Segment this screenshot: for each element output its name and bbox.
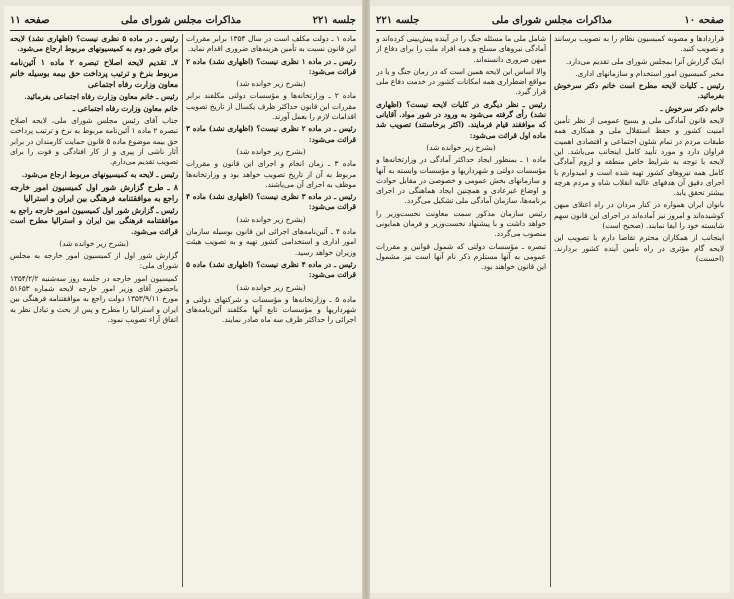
right-header-rule	[376, 30, 724, 31]
left-page-number: صفحه ۱۱	[10, 14, 50, 26]
body-paragraph: ماده ۵ ـ وزارتخانه‌ها و مؤسسات و شرکتهای دولتی و شهرداریها و مؤسسات تابع آنها مکلفند آئین‌نامه‌های اجرائی را حداکثر ظرف سه ماه صادر نمایند.	[186, 294, 356, 325]
reading-note: (بشرح زیر خوانده شد)	[59, 238, 129, 248]
body-paragraph: ماده ۱ ـ بمنظور ایجاد حداکثر آمادگی در وزارتخانه‌ها و مؤسسات دولتی و شهرداریها و مؤسسات وابسته به آنها و سازمانهای بخش عمومی و خصوصی در مقابل حوادث و اوضاع غیرعادی و همچنین ایجاد هماهنگی در اجرای برنامه‌ها، سازمان آمادگی ملی تشکیل می‌گردد.	[376, 155, 546, 206]
body-paragraph: کمیسیون امور خارجه در جلسه روز سه‌شنبه ۱۳۵۴/۲/۲ باحضور آقای وزیر امور خارجه لایحه شماره ۵۱۶۵۳ مورخ ۱۳۵۳/۹/۱۱ دولت راجع به موافقتنامه فرهنگی بین ایران و استرالیا را مطرح و پس از بحث و تبادل نظر به اتفاق آراء تصویب نمود.	[10, 273, 178, 324]
right-session-label: جلسه ۲۲۱	[376, 14, 420, 26]
left-page-header	[10, 12, 356, 28]
right-column-divider	[550, 34, 551, 587]
speaker-paragraph: رئیس ـ نظر دیگری در کلیات لایحه نیست؟ (اظهاری نشد) رأی گرفته می‌شود به ورود در شور مواد. آقایانی که موافقند قیام فرمایند. (اکثر برخاستند) تصویب شد ماده اول قرائت می‌شود:	[376, 99, 546, 140]
speaker-paragraph: رئیس ـ در ماده ۴ نظری نیست؟ (اظهاری نشد) ماده ۵ قرائت می‌شود:	[186, 259, 356, 280]
body-paragraph: شامل ملی ما مسئله جنگ را در آینده پیش‌بینی کرده‌اند و آمادگی نیروهای مسلح و همه افراد ملت را برای دفاع از میهن ضروری دانسته‌اند.	[376, 34, 546, 64]
speaker-paragraph: رئیس ـ گزارش شور اول کمیسیون امور خارجه راجع به موافقتنامه فرهنگی بین ایران و استرالیا مطرح است قرائت می‌شود.	[10, 205, 178, 236]
speaker-paragraph: رئیس ـ در ماده ۵ نظری نیست؟ (اظهاری نشد) لایحه برای شور دوم به کمیسیونهای مربوط ارجاع می‌شود.	[10, 34, 178, 54]
body-paragraph: تبصره ـ مؤسسات دولتی که شمول قوانین و مقررات عمومی به آنها مستلزم ذکر نام آنها است نیز مشمول این قانون خواهند بود.	[376, 241, 546, 272]
left-column-divider	[182, 34, 183, 587]
right-page-number: صفحه ۱۰	[684, 14, 724, 26]
body-paragraph: ماده ۴ ـ آئین‌نامه‌های اجرائی این قانون بوسیله سازمان امور اداری و استخدامی کشور تهیه و به تصویب هیئت وزیران خواهد رسید.	[186, 227, 356, 257]
agenda-heading: ۷ـ تقدیم لایحه اصلاح تبصره ۲ ماده ۱ آئین‌نامه مربوط بنرخ و ترتیب پرداخت حق بیمه بوسیله خانم معاون وزارت رفاه اجتماعی	[10, 57, 178, 89]
body-paragraph: بانوان ایران همواره در کنار مردان در راه اعتلای میهن کوشیده‌اند و امروز نیز آماده‌اند در اجرای این قانون سهم شایسته خود را ایفا نمایند. (صحیح است)	[554, 200, 724, 231]
reading-note: (بشرح زیر خوانده شد)	[236, 79, 306, 89]
body-paragraph: ماده ۱ ـ دولت مکلف است در سال ۱۳۵۴ برابر مقررات این قانون نسبت به تأمین هزینه‌های ضروری اقدام نماید.	[186, 34, 356, 54]
body-paragraph: اینجانب از همکاران محترم تقاضا دارم با تصویب این لایحه گام مؤثری در راه تأمین آینده کشور بردارند. (احسنت)	[554, 233, 724, 263]
body-paragraph: قراردادها و مصوبه کمیسیون نظام را به تصویب برسانند و تصویب کنید.	[554, 34, 724, 54]
book-gutter	[362, 0, 370, 599]
body-paragraph: اینک گزارش آنرا بمجلس شورای ملی تقدیم می‌دارد.	[565, 56, 724, 66]
body-paragraph: رئیس سازمان مذکور سمت معاونت نخست‌وزیر را خواهد داشت و با پیشنهاد نخست‌وزیر و فرمان همایونی منصوب می‌گردد.	[376, 208, 546, 239]
left-header-rule	[10, 30, 356, 31]
reading-note: (بشرح زیر خوانده شد)	[426, 142, 496, 152]
body-paragraph: ماده ۳ ـ زمان انجام و اجرای این قانون و مقررات مربوط به آن از تاریخ تصویب خواهد بود و وزارتخانه‌ها موظف به اجرای آن می‌باشند.	[186, 159, 356, 189]
right-page-header	[376, 12, 724, 28]
right-page-left-column	[376, 34, 546, 589]
body-paragraph: والا اساس این لایحه همین است که در زمان جنگ و یا در مواقع اضطراری همه امکانات کشور در خدمت دفاع ملی قرار گیرد.	[376, 66, 546, 97]
left-session-label: جلسه ۲۲۱	[312, 14, 356, 26]
speaker-paragraph: رئیس ـ خانم معاون وزارت رفاه اجتماعی بفرمائید.	[24, 91, 178, 101]
left-running-title: مذاکرات مجلس شورای ملی	[121, 14, 242, 26]
body-paragraph: لایحه قانون آمادگی ملی و بسیج عمومی از نظر تأمین امنیت کشور و حفظ استقلال ملی و همکاری همه طبقات مردم در تمام شئون اجتماعی و اقتصادی اهمیت فراوان دارد و مورد تأیید کامل اینجانب می‌باشد. این لایحه با توجه به شرایط خاص منطقه و لزوم آمادگی کامل همه نیروهای کشور تهیه شده است و امیدوارم با اجرای دقیق آن هدفهای عالیه انقلاب شاه و مردم هرچه بیشتر تحقق یابد.	[554, 116, 724, 198]
reading-note: (بشرح زیر خوانده شد)	[236, 282, 306, 292]
agenda-heading: ۸ ـ طرح گزارش شور اول کمیسیون امور خارجه راجع به موافقتنامه فرهنگی بین ایران و استرالیا	[10, 182, 178, 203]
speaker-paragraph: رئیس ـ لایحه به کمیسیونهای مربوط ارجاع می‌شود.	[21, 169, 178, 179]
body-paragraph: جناب آقای رئیس مجلس شورای ملی، لایحه اصلاح تبصره ۲ ماده ۱ آئین‌نامه مربوط به نرخ و ترتیب پرداخت حق بیمه موضوع ماده ۵ قانون حمایت کارمندان در برابر آثار ناشی از پیری و از کار افتادگی و فوت را برای تصویب تقدیم می‌دارم.	[10, 116, 178, 167]
body-paragraph: مخبر کمیسیون امور استخدام و سازمانهای اداری.	[575, 68, 724, 78]
left-page-left-column	[10, 34, 178, 589]
right-running-title: مذاکرات مجلس شورای ملی	[491, 14, 612, 26]
body-paragraph: ماده ۲ ـ وزارتخانه‌ها و مؤسسات دولتی مکلفند برابر مقررات این قانون حداکثر ظرف یکسال از تاریخ تصویب اقدامات لازم را بعمل آورند.	[186, 91, 356, 122]
body-paragraph: گزارش شور اول از کمیسیون امور خارجه به مجلس شورای ملی:	[10, 251, 178, 271]
left-page	[4, 6, 362, 593]
speaker-paragraph: رئیس ـ در ماده ۳ نظری نیست؟ (اظهاری نشد) ماده ۴ قرائت می‌شود:	[186, 192, 356, 212]
left-page-right-column	[186, 34, 356, 589]
speaker-paragraph: رئیس ـ در ماده ۲ نظری نیست؟ (اظهاری نشد) ماده ۳ قرائت می‌شود:	[186, 124, 356, 144]
speaker-paragraph: رئیس ـ در ماده ۱ نظری نیست؟ (اظهاری نشد) ماده ۲ قرائت می‌شود:	[186, 56, 356, 76]
speaker-paragraph: خانم دکتر سرخوش ـ	[660, 103, 724, 113]
speaker-paragraph: خانم معاون وزارت رفاه اجتماعی ـ	[72, 103, 178, 113]
right-page	[370, 6, 730, 593]
reading-note: (بشرح زیر خوانده شد)	[236, 146, 306, 156]
reading-note: (بشرح زیر خوانده شد)	[236, 214, 306, 224]
right-page-right-column	[554, 34, 724, 589]
speaker-paragraph: رئیس ـ کلیات لایحه مطرح است خانم دکتر سرخوش بفرمائید.	[554, 81, 724, 101]
